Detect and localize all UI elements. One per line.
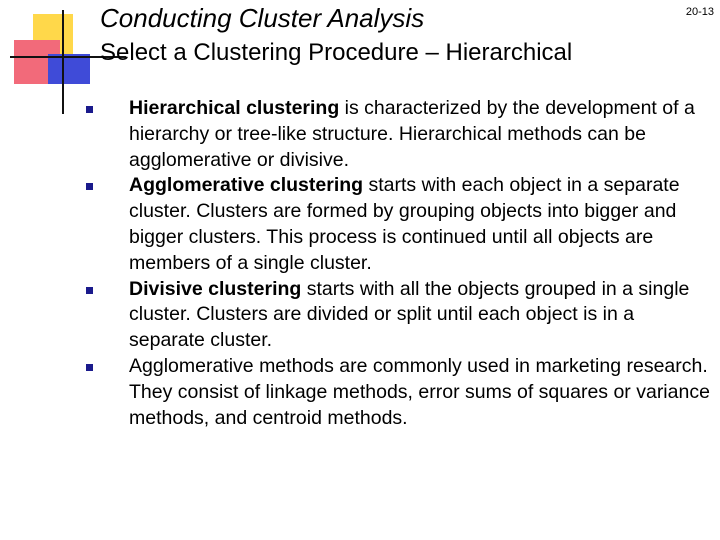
slide-title: Select a Clustering Procedure – Hierarchical [100,39,573,66]
bullet-item [0,354,720,431]
bullet-body: starts with each object in a separate cluster. Clusters are formed by grouping objects into bigger and bigger clusters. This process is continued until all objects are members of a single cluster. [129,174,680,274]
bullet-body: starts with all the objects grouped in a single cluster. Clusters are divided or split until each object is in a separate cluster. [129,277,690,352]
slide-number: 20-13 [685,6,714,18]
square-bullet-icon [86,364,93,371]
slide-supertitle: Conducting Cluster Analysis [100,3,425,33]
bullet-list [0,96,720,431]
bullet-text [129,97,695,171]
square-bullet-icon [86,106,93,113]
bullet-term: Hierarchical clustering [129,97,340,119]
bullet-text [129,174,680,273]
bullet-text [129,355,710,429]
bullet-text [129,278,689,352]
bullet-item [0,96,720,173]
bullet-body: is characterized by the development of a hierarchy or tree-like structure. Hierarchical methods can be agglomerative or divisive. [129,97,695,171]
bullet-term: Agglomerative clustering [129,174,364,197]
bullet-body: Agglomerative methods are commonly used in marketing research. They consist of linkage methods, error sums of squares or variance methods, and centroid methods. [129,354,710,429]
square-bullet-icon [86,183,93,190]
square-bullet-icon [86,287,93,294]
bullet-item [0,173,720,276]
bullet-item [0,277,720,354]
bullet-term: Divisive clustering [129,277,302,300]
decoration-blue-square [48,54,90,84]
